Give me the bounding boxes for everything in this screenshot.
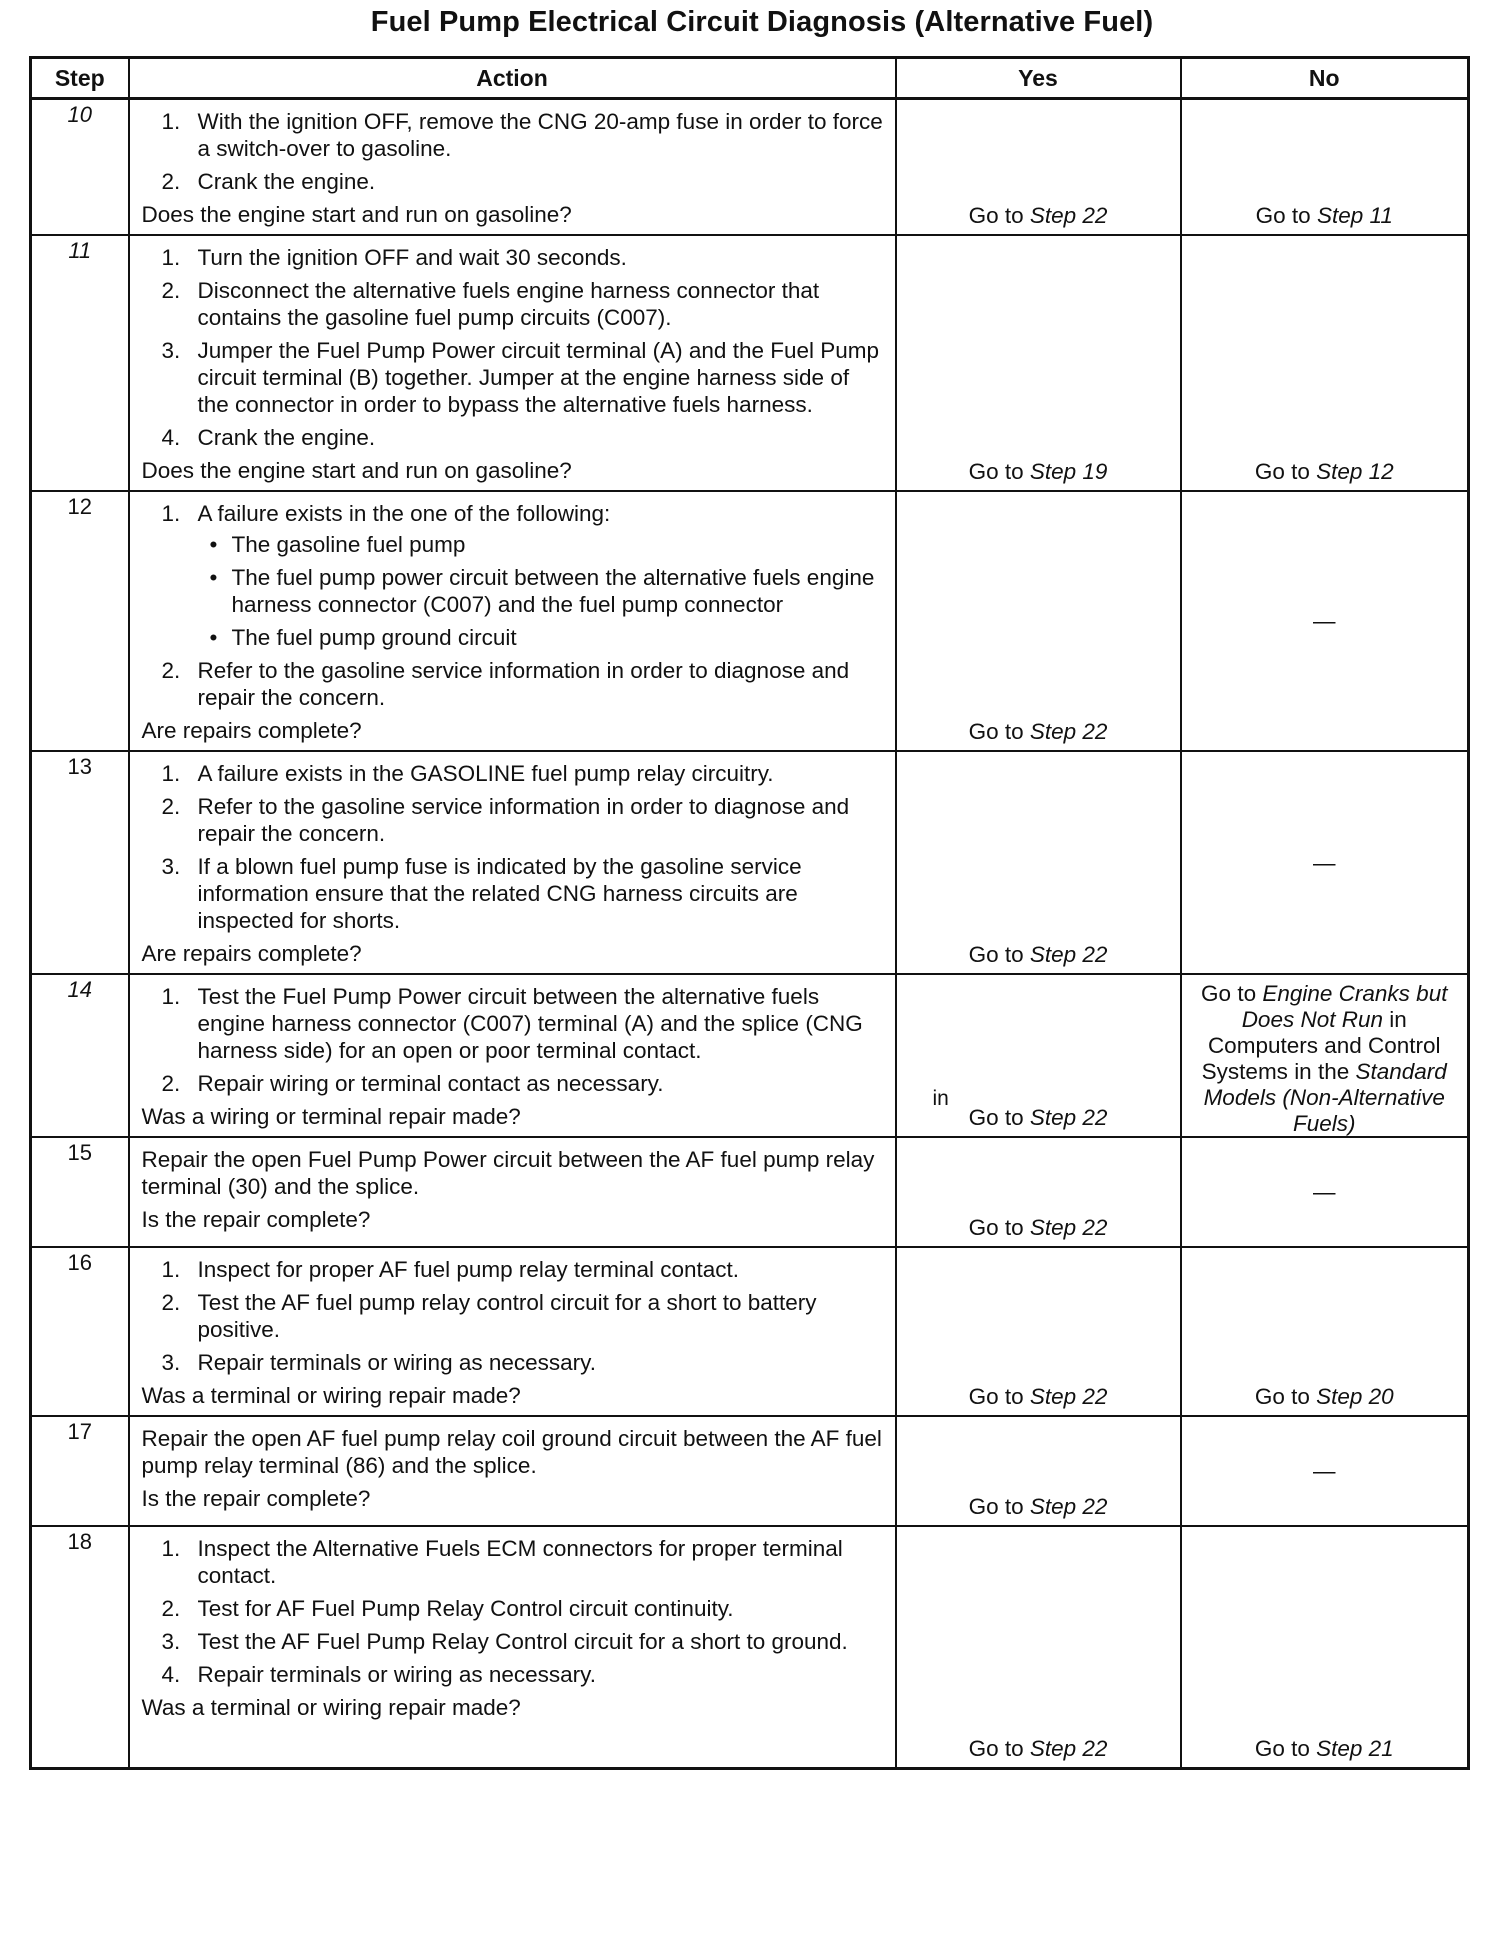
action-step: 1. A failure exists in the one of the following: • The gasoline fuel pump • The fuel pump power circuit between the alternative fuels engine harness connector (C007) and the fuel pump connector • The fuel pump ground circuit [142,500,885,651]
yes-cell [896,99,1181,236]
no-link[interactable]: Go to Step 11 [1255,203,1393,228]
action-step: 2. Refer to the gasoline service information in order to diagnose and repair the concern. [161,794,850,846]
yes-link[interactable]: Go to Step 22 [968,1494,1108,1519]
no-note: Go to Engine Cranks but Does Not Run in Computers and Control Systems in the Standard Models (Non-Alternative Fuels) [1201,981,1448,1136]
no-link[interactable]: Go to Step 12 [1254,459,1394,484]
action-step: 3. Jumper the Fuel Pump Power circuit terminal (A) and the Fuel Pump circuit terminal (B) together. Jumper at the engine harness side of the connector in order to bypass the alternative fuels harness. [161,338,880,417]
action-text: Repair the open Fuel Pump Power circuit between the AF fuel pump relay terminal (30) and the splice. [141,1147,875,1199]
table-row [31,1526,1469,1768]
list-item: • The gasoline fuel pump [198,531,885,558]
yes-link[interactable]: Go to Step 22 [968,1215,1108,1240]
action-step: 1. Inspect for proper AF fuel pump relay terminal contact. [161,1257,740,1282]
table-row [31,751,1469,974]
yes-link[interactable]: Go to Step 19 [968,459,1108,484]
action-step: 2. Test for AF Fuel Pump Relay Control circuit continuity. [161,1596,734,1621]
yes-cell [896,1526,1181,1768]
question: Was a terminal or wiring repair made? [141,1383,521,1408]
action-cell [129,235,896,491]
table-row [31,974,1469,1137]
header-row [31,58,1469,99]
header-step: Step [31,58,129,99]
yes-cell [896,1137,1181,1247]
table-row [31,1137,1469,1247]
no-dash: — [1313,850,1336,875]
yes-cell [896,1416,1181,1526]
no-link[interactable]: Go to Step 20 [1254,1384,1394,1409]
action-step: 1. Turn the ignition OFF and wait 30 seconds. [161,245,627,270]
no-cell [1181,1137,1469,1247]
no-cell [1181,974,1469,1137]
list-item: • The fuel pump ground circuit [198,624,885,651]
action-step: 2. Disconnect the alternative fuels engine harness connector that contains the gasoline fuel pump circuits (C007). [161,278,820,330]
page-title: Fuel Pump Electrical Circuit Diagnosis (Alternative Fuel) [370,6,1154,38]
action-cell [129,99,896,236]
action-step: 1. A failure exists in the GASOLINE fuel pump relay circuitry. [161,761,774,786]
action-cell [129,1247,896,1416]
step-number: 16 [31,1247,129,1416]
yes-cell [896,1247,1181,1416]
no-note-link-2[interactable]: Standard Models (Non-Alternative Fuels) [1203,1059,1447,1136]
action-cell [129,491,896,751]
action-step: 3. Test the AF Fuel Pump Relay Control circuit for a short to ground. [161,1629,848,1654]
yes-cell [896,491,1181,751]
step-number: 11 [31,235,129,491]
header-no: No [1181,58,1469,99]
no-note-link[interactable]: Engine Cranks but Does Not Run [1241,981,1448,1032]
table-row [31,1247,1469,1416]
yes-link[interactable]: Go to Step 22 [968,719,1108,744]
yes-link[interactable]: Go to Step 22 [968,1105,1108,1130]
no-link[interactable]: Go to Step 21 [1254,1735,1394,1761]
yes-link[interactable]: Go to Step 22 [968,1384,1108,1409]
no-dash: — [1313,608,1336,634]
step-number: 17 [31,1416,129,1526]
diagnosis-table [29,56,1470,1770]
yes-marker: in [932,1087,949,1110]
action-step: 2. Repair wiring or terminal contact as necessary. [161,1071,664,1096]
question: Does the engine start and run on gasoline? [141,458,572,483]
action-step: 3. If a blown fuel pump fuse is indicated by the gasoline service information ensure that the related CNG harness circuits are inspected for shorts. [161,854,802,933]
action-cell [129,1137,896,1247]
question: Are repairs complete? [141,941,362,966]
yes-cell [896,235,1181,491]
step-number: 14 [31,974,129,1137]
yes-link[interactable]: Go to Step 22 [968,203,1108,228]
no-cell [1181,751,1469,974]
list-item: • The fuel pump power circuit between the alternative fuels engine harness connector (C007) and the fuel pump connector [198,564,885,618]
no-cell [1181,99,1469,236]
step-number: 18 [31,1526,129,1768]
table-row [31,491,1469,751]
table-row [31,1416,1469,1526]
action-cell [129,751,896,974]
action-step: 1. Test the Fuel Pump Power circuit between the alternative fuels engine harness connector (C007) terminal (A) and the splice (CNG harness side) for an open or poor terminal contact. [161,984,863,1063]
table-row [31,235,1469,491]
step-number: 13 [31,751,129,974]
yes-link[interactable]: Go to Step 22 [968,1735,1108,1761]
yes-cell [896,974,1181,1137]
table-row [31,99,1469,236]
action-step: 2. Test the AF fuel pump relay control circuit for a short to battery positive. [161,1290,817,1342]
action-step: 1. With the ignition OFF, remove the CNG 20-amp fuse in order to force a switch-over to gasoline. [161,109,883,161]
action-cell [129,1526,896,1768]
question: Are repairs complete? [141,718,362,743]
action-cell [129,974,896,1137]
action-step: 4. Crank the engine. [161,425,376,450]
action-text: Repair the open AF fuel pump relay coil ground circuit between the AF fuel pump relay terminal (86) and the splice. [141,1426,882,1478]
action-step: 2. Crank the engine. [161,169,376,194]
question: Is the repair complete? [141,1486,371,1511]
no-dash: — [1313,1179,1336,1205]
question: Was a wiring or terminal repair made? [141,1104,521,1129]
question: Was a terminal or wiring repair made? [141,1695,521,1720]
step-number: 10 [31,99,129,236]
question: Is the repair complete? [141,1207,371,1232]
no-cell [1181,1416,1469,1526]
action-step: 1. Inspect the Alternative Fuels ECM connectors for proper terminal contact. [161,1536,843,1588]
step-number: 12 [31,491,129,751]
action-cell [129,1416,896,1526]
step-number: 15 [31,1137,129,1247]
no-cell [1181,1247,1469,1416]
no-cell [1181,1526,1469,1768]
yes-link[interactable]: Go to Step 22 [968,942,1108,967]
no-cell [1181,235,1469,491]
question: Does the engine start and run on gasoline? [141,202,572,227]
failure-list [198,531,885,651]
header-action: Action [129,58,896,99]
action-step: 2. Refer to the gasoline service information in order to diagnose and repair the concern. [161,658,850,710]
header-yes: Yes [896,58,1181,99]
action-step: 4. Repair terminals or wiring as necessary. [161,1662,596,1687]
yes-cell [896,751,1181,974]
no-dash: — [1313,1458,1336,1484]
action-step: 3. Repair terminals or wiring as necessary. [161,1350,596,1375]
no-cell [1181,491,1469,751]
